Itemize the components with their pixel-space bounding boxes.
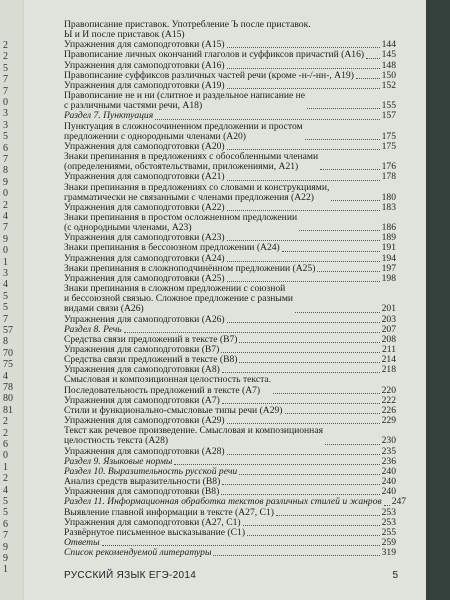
edge-number: 6 [3, 142, 8, 154]
toc-entry-title [64, 91, 305, 111]
edge-number: 7 [3, 530, 8, 542]
dot-leader [227, 180, 380, 181]
dot-leader [239, 362, 379, 363]
toc-page-number: 259 [381, 536, 396, 548]
edge-number: 2 [3, 427, 8, 439]
edge-number: 5 [3, 302, 8, 314]
dot-leader [124, 332, 380, 333]
toc-entry-line: с различными частями речи, А18) [64, 100, 203, 112]
toc-entry-line: видами связи (А26) [64, 303, 144, 315]
toc-page-number: 218 [381, 364, 396, 376]
toc-entry-line: Упражнения для самоподготовки (А16) [64, 59, 225, 71]
toc-entry-line: Упражнения для самоподготовки (А25) [64, 272, 225, 284]
dot-leader [305, 139, 380, 140]
toc-entry-line: Знаки препинания в сложном предложении с союзной [64, 283, 286, 295]
toc-entry-title [64, 20, 311, 40]
edge-number: 3 [3, 119, 8, 131]
toc-entry [64, 122, 396, 142]
edge-number: 5 [3, 131, 8, 143]
edge-number: 0 [3, 188, 8, 200]
dot-leader [213, 555, 379, 556]
toc-page-number: 240 [381, 486, 396, 498]
toc-entry-line: Упражнения для самоподготовки (А20) [64, 140, 225, 152]
dot-leader [247, 535, 380, 536]
toc-entry-line: предложении с однородными членами (А20) [64, 130, 246, 142]
toc-page-number: 180 [381, 191, 396, 203]
dot-leader [243, 525, 380, 526]
toc-section-entry [64, 496, 407, 508]
edge-number: 4 [3, 370, 8, 382]
toc-entry-title [64, 183, 329, 203]
dot-leader [331, 200, 379, 201]
edge-number: 5 [3, 507, 8, 519]
toc-page-number: 214 [381, 354, 396, 366]
edge-number: 7 [3, 74, 8, 86]
toc-page-number: 226 [381, 404, 396, 416]
edge-number: 8 [3, 165, 8, 177]
toc-page-number: 191 [381, 242, 396, 254]
toc-entry-line: (определениями, обстоятельствами, приложениями, А21) [64, 161, 299, 173]
toc-page-number: 198 [381, 272, 396, 284]
page-number: 5 [392, 570, 398, 581]
toc-entry-line: Упражнения для самоподготовки (А8) [64, 364, 220, 376]
toc-entry [64, 375, 396, 395]
dot-leader [273, 393, 380, 394]
toc-entry [64, 213, 396, 233]
toc-entry-line: Ответы [64, 536, 100, 548]
toc-entry-title [64, 284, 293, 314]
dot-leader [282, 251, 380, 252]
edge-number: 2 [3, 199, 8, 211]
toc-page-number: 253 [381, 516, 396, 528]
toc-page-number: 145 [381, 49, 396, 61]
toc-page-number: 197 [381, 262, 396, 274]
toc-entry-title [64, 213, 297, 233]
toc-page-number: 189 [381, 232, 396, 244]
toc-entry-line: Правописание приставок. Употребление Ъ после приставок. [64, 19, 311, 30]
dot-leader [227, 454, 380, 455]
toc-entry-line: Выявление главной информации в тексте (А27, С1) [64, 506, 274, 518]
toc-entry [64, 426, 396, 446]
dot-leader [222, 484, 379, 485]
toc-page-number: 194 [381, 252, 396, 264]
edge-number: 78 [3, 382, 13, 393]
toc-page-number: 319 [381, 547, 396, 559]
edge-number: 3 [3, 108, 8, 120]
toc-entry-line: Упражнения для самоподготовки (А26) [64, 313, 225, 325]
toc-entry-line: Правописание не и ни (слитное и раздельное написание не [64, 90, 306, 102]
edge-number: 4 [3, 484, 8, 496]
edge-number: 2 [3, 40, 8, 51]
toc-entry-line: Упражнения для самоподготовки (В7) [64, 344, 220, 355]
table-of-contents [64, 19, 407, 559]
toc-entry-title [64, 426, 323, 446]
dot-leader [227, 322, 380, 323]
toc-entry [64, 20, 396, 40]
toc-entry-line: Упражнения для самоподготовки (А27, С1) [64, 516, 241, 528]
dot-leader [227, 423, 380, 424]
toc-entry-title [64, 497, 382, 507]
toc-page-number: 207 [381, 323, 396, 335]
toc-entry-line: Упражнения для самоподготовки (А24) [64, 252, 225, 264]
toc-page-number: 222 [381, 394, 396, 406]
toc-entry-line: Ы и И после приставок (А15) [64, 29, 185, 41]
toc-page-number: 229 [381, 415, 396, 427]
edge-number: 0 [3, 97, 8, 108]
dot-leader [227, 261, 380, 262]
edge-number: 0 [3, 450, 8, 462]
toc-page-number: 203 [381, 313, 396, 325]
toc-entry-line: и бессоюзной связью. Сложное предложение с разными [64, 293, 294, 305]
toc-entry-line: Правописание суффиксов различных частей речи (кроме -н-/-нн-, А19) [64, 69, 354, 81]
edge-number: 80 [3, 393, 13, 405]
edge-number: 6 [3, 439, 8, 450]
toc-entry-line: Средства связи предложений в тексте (В8) [64, 354, 238, 366]
book-title: РУССКИЙ ЯЗЫК ЕГЭ-2014 [64, 570, 197, 581]
edge-number: 2 [3, 473, 8, 485]
edge-number: 8 [3, 336, 8, 348]
dot-leader [227, 281, 380, 282]
edge-number: 7 [3, 85, 8, 97]
edge-number: 7 [3, 313, 8, 325]
toc-entry-line: Раздел 11. Информационная обработка текстов различных стилей и жанров [64, 496, 382, 508]
edge-number: 2 [3, 51, 8, 63]
toc-entry [64, 528, 396, 538]
toc-entry-line: Знаки препинания в сложноподчинённом предложении (А25) [64, 262, 316, 274]
dot-leader [384, 505, 390, 506]
dot-leader [285, 413, 380, 414]
toc-entry-line: грамматически не связанными с членами предложения (А22) [64, 191, 314, 203]
dot-leader [155, 119, 379, 120]
toc-page-number: 235 [381, 445, 396, 457]
edge-number: 7 [3, 154, 8, 165]
toc-entry-line: (с однородными членами, А23) [64, 222, 192, 234]
dot-leader [299, 230, 380, 231]
toc-page-number: 148 [381, 59, 396, 71]
dot-leader [366, 58, 380, 59]
edge-number: 70 [3, 347, 13, 359]
toc-page-number: 155 [381, 100, 396, 112]
toc-page-number: 240 [381, 476, 396, 488]
toc-entry-line: Упражнения для самоподготовки (А23) [64, 232, 225, 244]
edge-number: 9 [3, 233, 8, 245]
edge-number: 1 [3, 564, 8, 576]
toc-entry-line: Упражнения для самоподготовки (А21) [64, 171, 225, 183]
toc-entry-line: Правописание личных окончаний глаголов и суффиксов причастий (А16) [64, 49, 365, 61]
toc-entry-line: Текст как речевое произведение. Смысловая и композиционная [64, 425, 323, 437]
edge-number: 3 [3, 268, 8, 279]
edge-number: 75 [3, 359, 13, 371]
edge-number: 9 [3, 176, 8, 188]
dot-leader [102, 545, 380, 546]
dot-leader [239, 342, 379, 343]
toc-entry-line: Стили и функционально-смысловые типы речи (А29) [64, 404, 283, 416]
toc-entry-line: Знаки препинания в предложениях со словами и конструкциями, [64, 181, 330, 193]
toc-entry-line: Список рекомендуемой литературы [64, 547, 212, 559]
toc-entry-line: Упражнения для самоподготовки (А22) [64, 201, 225, 213]
dot-leader [227, 149, 380, 150]
toc-page-number: 240 [381, 465, 396, 477]
edge-number: 1 [3, 461, 8, 473]
dot-leader [356, 78, 380, 79]
book-page [24, 0, 426, 600]
toc-entry-line: Развёрнутое письменное высказывание (С1) [64, 526, 246, 538]
toc-entry-line: Упражнения для самоподготовки (В8) [64, 486, 220, 498]
toc-entry-line: Смысловая и композиционная целостность текста. [64, 374, 272, 386]
toc-entry [64, 183, 396, 203]
toc-entry [64, 284, 396, 314]
toc-page-number: 186 [381, 222, 396, 234]
toc-entry-line: Упражнения для самоподготовки (А7) [64, 394, 220, 406]
toc-page-number: 230 [381, 435, 396, 447]
toc-entry-line: Раздел 9. Языковые нормы [64, 455, 173, 467]
toc-page-number: 255 [381, 526, 396, 538]
toc-page-number: 150 [381, 69, 396, 81]
edge-number: 5 [3, 290, 8, 302]
dot-leader [325, 444, 380, 445]
toc-page-number: 201 [381, 303, 396, 315]
edge-number: 5 [3, 496, 8, 507]
toc-entry-line: Упражнения для самоподготовки (А15) [64, 39, 225, 51]
toc-page-number: 152 [381, 79, 396, 91]
dot-leader [320, 169, 380, 170]
dot-leader [227, 240, 380, 241]
toc-entry [64, 91, 396, 111]
toc-entry-title [64, 122, 303, 142]
dot-leader [221, 494, 379, 495]
toc-entry-line: Анализ средств выразительности (В8) [64, 476, 221, 488]
toc-page-number: 183 [381, 201, 396, 213]
edge-number: 6 [3, 518, 8, 530]
toc-entry [64, 172, 396, 182]
edge-number: 2 [3, 416, 8, 428]
toc-page-number: 247 [391, 496, 407, 508]
edge-number: 81 [3, 404, 13, 416]
toc-page-number: 178 [381, 171, 396, 183]
toc-page-number: 253 [381, 506, 396, 518]
dot-leader [174, 464, 379, 465]
toc-entry-line: Последовательность предложений в тексте (А7) [64, 384, 261, 396]
toc-page-number: 157 [381, 110, 396, 122]
toc-page-number: 175 [381, 140, 396, 152]
edge-number: 4 [3, 211, 8, 222]
dot-leader [227, 88, 380, 89]
dot-leader [227, 47, 380, 48]
dot-leader [227, 68, 380, 69]
toc-page-number: 208 [381, 333, 396, 345]
dot-leader [222, 372, 380, 373]
edge-number: 4 [3, 279, 8, 291]
edge-number: 7 [3, 222, 8, 234]
toc-entry-line: Раздел 7. Пунктуация [64, 110, 154, 122]
previous-page-edge [0, 0, 24, 600]
dot-leader [227, 210, 380, 211]
dot-leader [276, 515, 380, 516]
edge-number: 9 [3, 553, 8, 564]
edge-number: 1 [3, 256, 8, 268]
edge-number: 57 [3, 325, 13, 336]
toc-entry-line: Раздел 8. Речь [64, 323, 122, 335]
toc-entry-line: Знаки препинания в предложениях с обособленными членами [64, 151, 319, 163]
edge-number: 5 [3, 62, 8, 74]
edge-number: 0 [3, 245, 8, 257]
toc-entry-line: Знаки препинания в простом осложненном предложении [64, 211, 298, 223]
toc-section-entry [64, 548, 396, 558]
toc-page-number: 220 [381, 384, 396, 396]
dot-leader [221, 352, 380, 353]
toc-page-number: 175 [381, 130, 396, 142]
toc-page-number: 211 [381, 344, 396, 355]
background-surface [426, 0, 450, 600]
toc-entry-line: Пунктуация в сложносочиненном предложении и простом [64, 120, 303, 132]
toc-page-number: 236 [381, 455, 396, 467]
toc-entry-line: Средства связи предложений в тексте (В7) [64, 333, 238, 345]
toc-entry-title [64, 172, 225, 182]
toc-entry-line: Упражнения для самоподготовки (А19) [64, 79, 225, 91]
edge-number: 9 [3, 541, 8, 553]
toc-entry-line: Упражнения для самоподготовки (А28) [64, 445, 225, 457]
toc-page-number: 144 [381, 39, 396, 51]
toc-entry-line: Раздел 10. Выразительность русской речи [64, 465, 238, 477]
toc-entry-title [64, 548, 211, 558]
toc-entry [64, 152, 396, 172]
toc-entry-line: Упражнения для самоподготовки (А29) [64, 415, 225, 427]
dot-leader [295, 312, 380, 313]
toc-entry-line: целостность текста (А28) [64, 435, 169, 447]
dot-leader [239, 474, 379, 475]
toc-entry-line: Знаки препинания в бессоюзном предложении (А24) [64, 242, 280, 254]
toc-entry-title [64, 375, 271, 395]
toc-entry-title [64, 152, 318, 172]
dot-leader [222, 403, 380, 404]
dot-leader [307, 108, 380, 109]
toc-page-number: 176 [381, 161, 396, 173]
dot-leader [317, 271, 379, 272]
